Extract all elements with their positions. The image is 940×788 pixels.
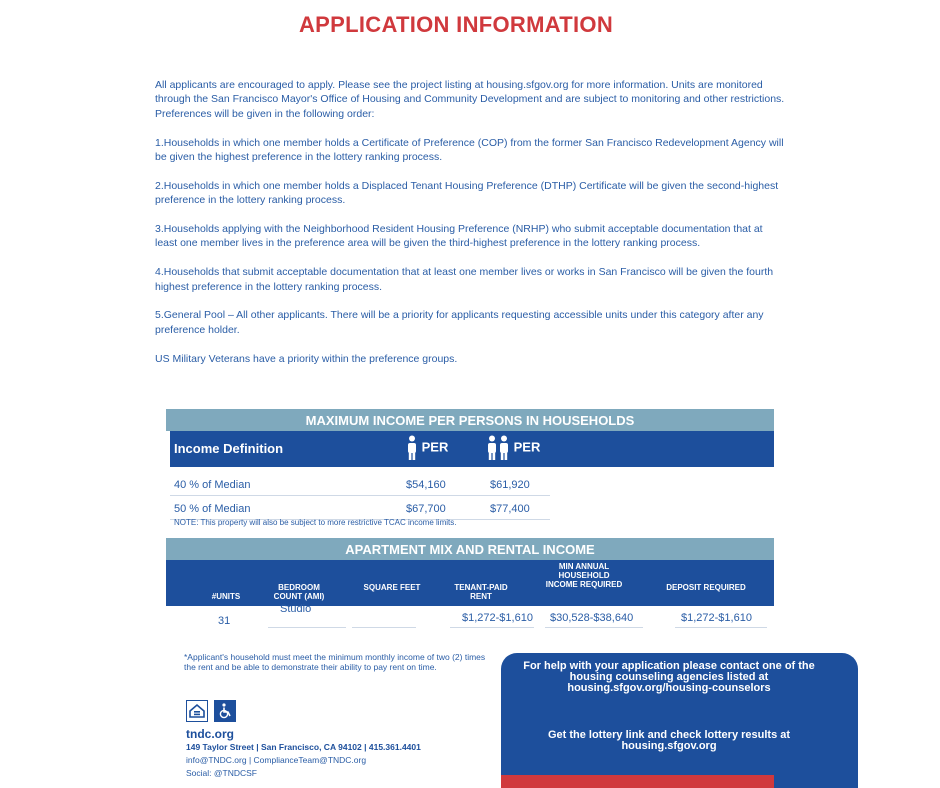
help-text-counselors[interactable]: For help with your application please contact one of the housing counseling agencies listed at housing.sfgov.org/housing-counselors <box>523 660 815 694</box>
bedroom-header: BEDROOM COUNT (AMI) <box>273 583 325 601</box>
units-cell: 31 <box>218 615 231 627</box>
apartment-table-banner: APARTMENT MIX AND RENTAL INCOME <box>166 538 774 560</box>
income-row-one-person: $67,700 <box>406 503 446 515</box>
sqft-header: SQUARE FEET <box>363 583 421 592</box>
logo-group <box>186 700 238 722</box>
rent-cell: $1,272-$1,610 <box>462 612 533 624</box>
one-person-column <box>406 435 448 461</box>
deposit-cell: $1,272-$1,610 <box>681 612 752 624</box>
deposit-header: DEPOSIT REQUIRED <box>666 583 746 592</box>
two-person-column <box>486 435 540 461</box>
table-row <box>170 473 550 496</box>
site-link[interactable]: tndc.org <box>186 727 234 741</box>
contact-emails[interactable]: info@TNDC.org | ComplianceTeam@TNDC.org <box>186 755 367 765</box>
equal-housing-icon <box>186 700 208 722</box>
accessibility-icon <box>214 700 236 722</box>
accent-bar <box>501 775 774 788</box>
social-handle: Social: @TNDCSF <box>186 768 257 778</box>
address: 149 Taylor Street | San Francisco, CA 94102 | 415.361.4401 <box>186 742 421 752</box>
preference-4: 4.Households that submit acceptable documentation that at least one member lives or works in San Francisco will be given the fourth highest preference in the lottery ranking process. <box>155 266 774 293</box>
preference-1: 1.Households in which one member holds a Certificate of Preference (COP) from the former San Francisco Redevelopment Agency will be given the highest preference in the lottery ranking process. <box>155 136 784 164</box>
income-definition-label: Income Definition <box>174 441 284 456</box>
divider <box>450 627 534 628</box>
income-table-banner: MAXIMUM INCOME PER PERSONS IN HOUSEHOLDS <box>166 409 774 431</box>
two-person-icon <box>486 435 510 461</box>
per-label-2: PER <box>513 439 541 455</box>
income-row-label: 40 % of Median <box>174 479 251 491</box>
page-title: APPLICATION INFORMATION <box>298 12 614 37</box>
veterans-note: US Military Veterans have a priority within the preference groups. <box>155 352 458 365</box>
intro-text <box>155 78 785 380</box>
table-row <box>166 603 774 628</box>
footer <box>186 728 421 780</box>
income-row-two-person: $77,400 <box>490 503 530 515</box>
income-row-two-person: $61,920 <box>490 479 530 491</box>
apartment-table-header <box>166 560 774 606</box>
help-box <box>501 653 858 788</box>
income-row-one-person: $54,160 <box>406 479 446 491</box>
intro-paragraph: All applicants are encouraged to apply. Please see the project listing at housing.sfgov.org for more information. Units are monitored through the San Francisco Mayor's Office of Housing and Community Development and are subject to monitoring and other restrictions. Preferences will be given in the following order: <box>155 79 785 120</box>
divider <box>545 627 643 628</box>
preference-2: 2.Households in which one member holds a Displaced Tenant Housing Preference (DTHP) Certificate will be given the second-highest preference in the lottery ranking process. <box>155 179 779 207</box>
income-table-header <box>170 431 774 467</box>
per-label-1: PER <box>421 439 449 455</box>
one-person-icon <box>406 435 418 461</box>
income-row-label: 50 % of Median <box>174 503 251 515</box>
divider <box>352 627 416 628</box>
help-text-lottery[interactable]: Get the lottery link and check lottery results at housing.sfgov.org <box>547 729 791 752</box>
units-header: #UNITS <box>211 592 241 601</box>
income-requirement-note: *Applicant's household must meet the minimum monthly income of two (2) times the rent and be able to demonstrate their ability to pay rent on time. <box>184 652 486 672</box>
divider <box>675 627 767 628</box>
rent-header: TENANT-PAID RENT <box>454 583 508 601</box>
preference-5: 5.General Pool – All other applicants. There will be a priority for applicants requesting accessible units under this category after any preference holder. <box>155 309 764 336</box>
preference-3: 3.Households applying with the Neighborhood Resident Housing Preference (NRHP) who submit acceptable documentation that at least one member lives in the preference area will be given the third-highest preference in the lottery ranking process. <box>155 223 763 250</box>
divider <box>268 627 346 628</box>
min-income-cell: $30,528-$38,640 <box>550 612 634 624</box>
table-row <box>170 497 550 520</box>
tcac-note: NOTE: This property will also be subject to more restrictive TCAC income limits. <box>174 518 457 527</box>
bedroom-cell: Studio <box>280 603 312 615</box>
min-income-header: MIN ANNUAL HOUSEHOLD INCOME REQUIRED <box>545 562 623 589</box>
